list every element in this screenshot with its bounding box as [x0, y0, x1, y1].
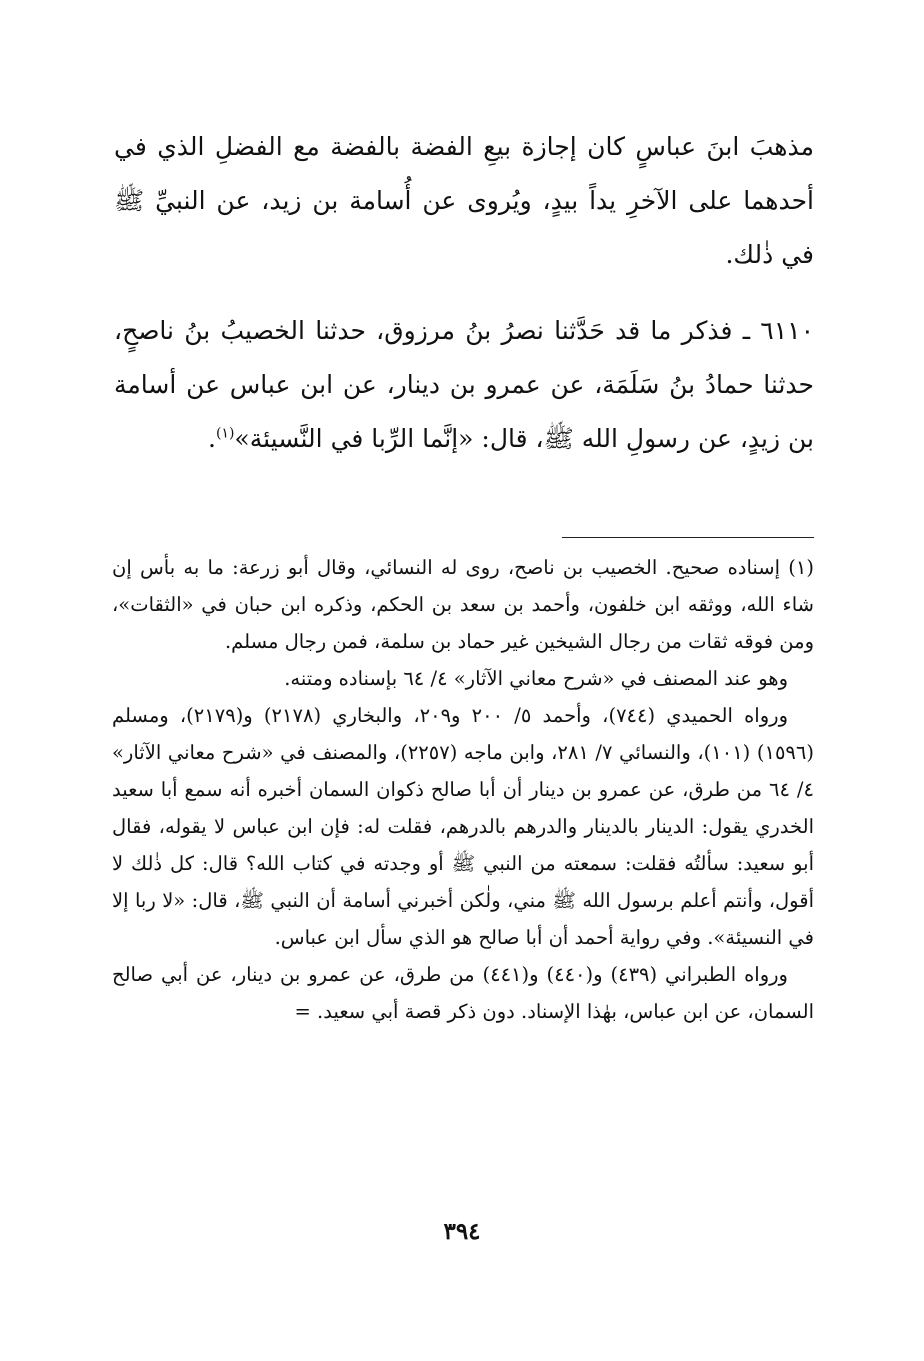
footnote-para-4: ورواه الطبراني (٤٣٩) و(٤٤٠) و(٤٤١) من طرق، عن عمرو بن دينار، عن أبي صالح السمان، عن ابن عباس، بهٰذا الإسناد. دون ذكر قصة أبي سعيد. = [112, 963, 814, 1023]
hadith-paragraph [114, 304, 814, 466]
footnote-marker: (١) [215, 425, 235, 442]
hadith-text: ٦١١٠ ـ فذكر ما قد حَدَّثنا نصرُ بنُ مرزوق، حدثنا الخصيبُ بنُ ناصحٍ، حدثنا حمادُ بنُ سَلَمَة، عن عمرو بن دينار، عن ابن عباس عن أسامة بن زيدٍ، عن رسولِ الله ﷺ، قال: «إنَّما الرِّبا في النَّسيئة» [114, 316, 814, 453]
footnote-para-3: ورواه الحميدي (٧٤٤)، وأحمد ٥/ ٢٠٠ و٢٠٩، والبخاري (٢١٧٨) و(٢١٧٩)، ومسلم (١٥٩٦) (١٠١)، والنسائي ٧/ ٢٨١، وابن ماجه (٢٢٥٧)، والمصنف في «شرح معاني الآثار» ٤/ ٦٤ من طرق، عن عمرو بن دينار أن أبا صالح ذكوان السمان أخبره أنه سمع أبا سعيد الخدري يقول: الدينار بالدينار والدرهم بالدرهم، فقلت له: فإن ابن عباس لا يقوله، فقال أبو سعيد: سألتُه فقلت: سمعته من النبي ﷺ أو وجدته في كتاب الله؟ قال: كل ذٰلك لا أقول، وأنتم أعلم برسول الله ﷺ مني، ولٰكن أخبرني أسامة أن النبي ﷺ، قال: «لا ربا إلا في النسيئة». وفي رواية أحمد أن أبا صالح هو الذي سأل ابن عباس. [112, 704, 814, 949]
intro-paragraph: مذهبَ ابنَ عباسٍ كان إجازة بيعِ الفضة بالفضة مع الفضلِ الذي في أحدهما على الآخرِ يداً بيدٍ، ويُروى عن أُسامة بن زيد، عن النبيِّ ﷺ في ذٰلك. [114, 132, 814, 269]
hadith-end: . [208, 424, 216, 453]
main-text [114, 120, 814, 466]
footnote-para-2: وهو عند المصنف في «شرح معاني الآثار» ٤/ ٦٤ بإسناده ومتنه. [284, 667, 788, 690]
page-number: ٣٩٤ [443, 1218, 481, 1245]
footnote-separator [562, 537, 814, 538]
footnotes [112, 549, 814, 1030]
footnote-1: (١) إسناده صحيح. الخصيب بن ناصح، روى له النسائي، وقال أبو زرعة: ما به بأس إن شاء الله، ووثقه ابن خلفون، وأحمد بن سعد بن الحكم، وذكره ابن حبان في «الثقات»، ومن فوقه ثقات من رجال الشيخين غير حماد بن سلمة، فمن رجال مسلم. [112, 556, 814, 653]
